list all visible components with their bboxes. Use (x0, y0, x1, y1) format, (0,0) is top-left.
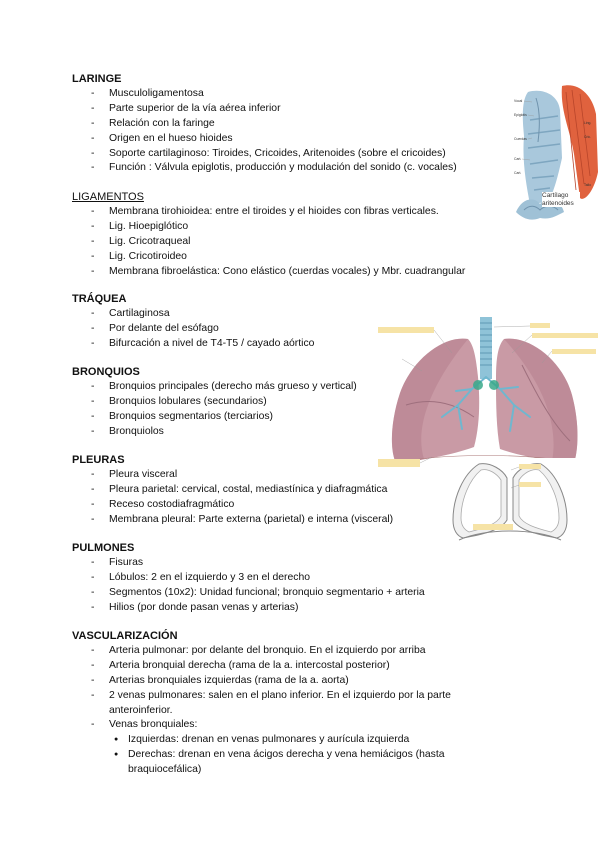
svg-text:Vocal: Vocal (514, 99, 523, 103)
section-traquea (72, 292, 314, 352)
list-item: - Bronquios principales (derecho más grueso y vertical) (72, 380, 357, 395)
list-item: - Lig. Cricotiroideo (72, 250, 465, 265)
lungs-illustration (372, 313, 600, 469)
svg-text:Cric.: Cric. (584, 135, 591, 139)
list-item: - Bronquiolos (72, 425, 357, 440)
list-item: - 2 venas pulmonares: salen en el plano inferior. En el izquierdo por la parte anteroinferior. (72, 689, 469, 719)
sub-list-item: ● Izquierdas: drenan en venas pulmonares y aurícula izquierda (72, 733, 473, 748)
section-title: LIGAMENTOS (72, 191, 144, 203)
bullet-list (72, 307, 314, 352)
bullet-list (72, 468, 393, 528)
list-item: - Relación con la faringe (72, 117, 457, 132)
list-item: - Fisuras (72, 556, 425, 571)
list-item: - Membrana fibroelástica: Cono elástico (cuerdas vocales) y Mbr. cuadrangular (72, 265, 465, 280)
bullet-list (72, 556, 425, 616)
bullet-list (72, 205, 465, 279)
section-ligamentos (72, 190, 465, 279)
bullet-list (72, 87, 457, 176)
section-pulmones (72, 541, 425, 616)
bullet-list (72, 644, 473, 733)
list-item: - Por delante del esófago (72, 322, 314, 337)
list-item: - Lig. Cricotraqueal (72, 235, 465, 250)
svg-text:Cart.: Cart. (514, 171, 522, 175)
section-vascularizacion (72, 629, 473, 778)
section-title: PLEURAS (72, 454, 125, 466)
svg-text:Ling.: Ling. (584, 121, 592, 125)
pleura-illustration (445, 458, 600, 550)
list-item: - Arterias bronquiales izquierdas (rama de la a. aorta) (72, 674, 473, 689)
bullet-list (72, 380, 357, 440)
list-item: - Musculoligamentosa (72, 87, 457, 102)
svg-text:Epiglotis: Epiglotis (514, 113, 527, 117)
list-item: - Hilios (por donde pasan venas y arterias) (72, 601, 425, 616)
section-title: LARINGE (72, 73, 122, 85)
sub-list-item: ● Derechas: drenan en vena ácigos derecha y vena hemiácigos (hasta braquiocefálica) (72, 748, 473, 778)
list-item: - Soporte cartilaginoso: Tiroides, Cricoides, Aritenoides (sobre el cricoides) (72, 147, 457, 162)
list-item: - Bronquios segmentarios (terciarios) (72, 410, 357, 425)
list-item: - Función : Válvula epiglotis, producción y modulación del sonido (c. vocales) (72, 161, 457, 176)
list-item: - Arteria pulmonar: por delante del bronquio. En el izquierdo por arriba (72, 644, 473, 659)
list-item: - Pleura parietal: cervical, costal, mediastínica y diafragmática (72, 483, 393, 498)
list-item: - Lóbulos: 2 en el izquierdo y 3 en el derecho (72, 571, 425, 586)
svg-text:Cart.: Cart. (514, 157, 522, 161)
section-pleuras (72, 453, 393, 528)
svg-text:Cuerdas: Cuerdas (514, 137, 527, 141)
list-item: - Pleura visceral (72, 468, 393, 483)
list-item: - Parte superior de la vía aérea inferior (72, 102, 457, 117)
section-title: VASCULARIZACIÓN (72, 630, 178, 642)
list-item: - Membrana pleural: Parte externa (parietal) e interna (visceral) (72, 513, 393, 528)
section-bronquios (72, 365, 357, 440)
section-title: PULMONES (72, 542, 135, 554)
section-title: TRÁQUEA (72, 293, 127, 305)
sub-bullet-list (72, 733, 473, 778)
section-laringe (72, 72, 457, 176)
svg-text:Tallo: Tallo (584, 183, 591, 187)
list-item: - Origen en el hueso hioides (72, 132, 457, 147)
list-item: - Receso costodiafragmático (72, 498, 393, 513)
list-item: - Segmentos (10x2): Unidad funcional; bronquio segmentario + arteria (72, 586, 425, 601)
list-item: - Lig. Hioepiglótico (72, 220, 465, 235)
list-item: - Membrana tirohioidea: entre el tiroides y el hioides con fibras verticales. (72, 205, 465, 220)
section-title: BRONQUIOS (72, 366, 140, 378)
list-item: - Cartilaginosa (72, 307, 314, 322)
larynx-illustration (500, 80, 600, 228)
larynx-label: Cartílago aritenoides (542, 192, 580, 207)
list-item: - Venas bronquiales: (72, 718, 473, 733)
list-item: - Bronquios lobulares (secundarios) (72, 395, 357, 410)
list-item: - Bifurcación a nivel de T4-T5 / cayado aórtico (72, 337, 314, 352)
list-item: - Arteria bronquial derecha (rama de la a. intercostal posterior) (72, 659, 473, 674)
